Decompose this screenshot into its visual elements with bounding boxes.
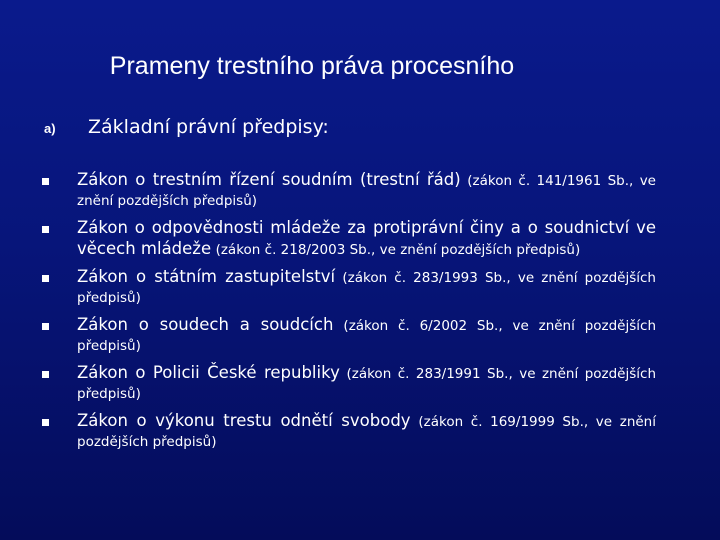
law-list-item bbox=[42, 267, 656, 308]
slide-title: Prameny trestního práva procesního bbox=[109, 52, 515, 80]
law-reference: (zákon č. 6/2002 Sb., ve znění pozdějších předpisů) bbox=[77, 318, 657, 354]
law-name: Zákon o odpovědnosti mládeže za protiprávní činy a o soudnictví ve věcech mládeže bbox=[77, 218, 656, 258]
square-bullet-icon bbox=[42, 371, 49, 378]
section-heading bbox=[44, 116, 329, 138]
law-reference: (zákon č. 218/2003 Sb., ve znění pozdějších předpisů) bbox=[215, 242, 581, 258]
square-bullet-icon bbox=[42, 178, 49, 185]
law-list-item bbox=[42, 363, 656, 404]
square-bullet-icon bbox=[42, 226, 49, 233]
law-reference: (zákon č. 283/1991 Sb., ve znění pozdějších předpisů) bbox=[77, 366, 656, 402]
law-name: Zákon o Policii České republiky bbox=[77, 363, 340, 382]
law-list-item bbox=[42, 170, 656, 211]
law-reference: (zákon č. 141/1961 Sb., ve znění pozdějších předpisů) bbox=[77, 173, 656, 209]
law-name: Zákon o státním zastupitelství bbox=[77, 267, 336, 286]
law-reference: (zákon č. 169/1999 Sb., ve znění pozdějších předpisů) bbox=[77, 414, 656, 450]
law-name: Zákon o soudech a soudcích bbox=[77, 315, 334, 334]
law-list bbox=[42, 170, 656, 459]
law-name: Zákon o výkonu trestu odnětí svobody bbox=[77, 411, 411, 430]
section-marker: a) bbox=[44, 121, 56, 136]
law-list-item bbox=[42, 315, 656, 356]
law-list-item bbox=[42, 218, 656, 260]
law-list-item bbox=[42, 411, 656, 452]
section-heading-text: Základní právní předpisy: bbox=[88, 116, 329, 138]
law-name: Zákon o trestním řízení soudním (trestní řád) bbox=[77, 170, 461, 189]
law-reference: (zákon č. 283/1993 Sb., ve znění pozdějších předpisů) bbox=[77, 270, 656, 306]
square-bullet-icon bbox=[42, 323, 49, 330]
square-bullet-icon bbox=[42, 419, 49, 426]
square-bullet-icon bbox=[42, 275, 49, 282]
